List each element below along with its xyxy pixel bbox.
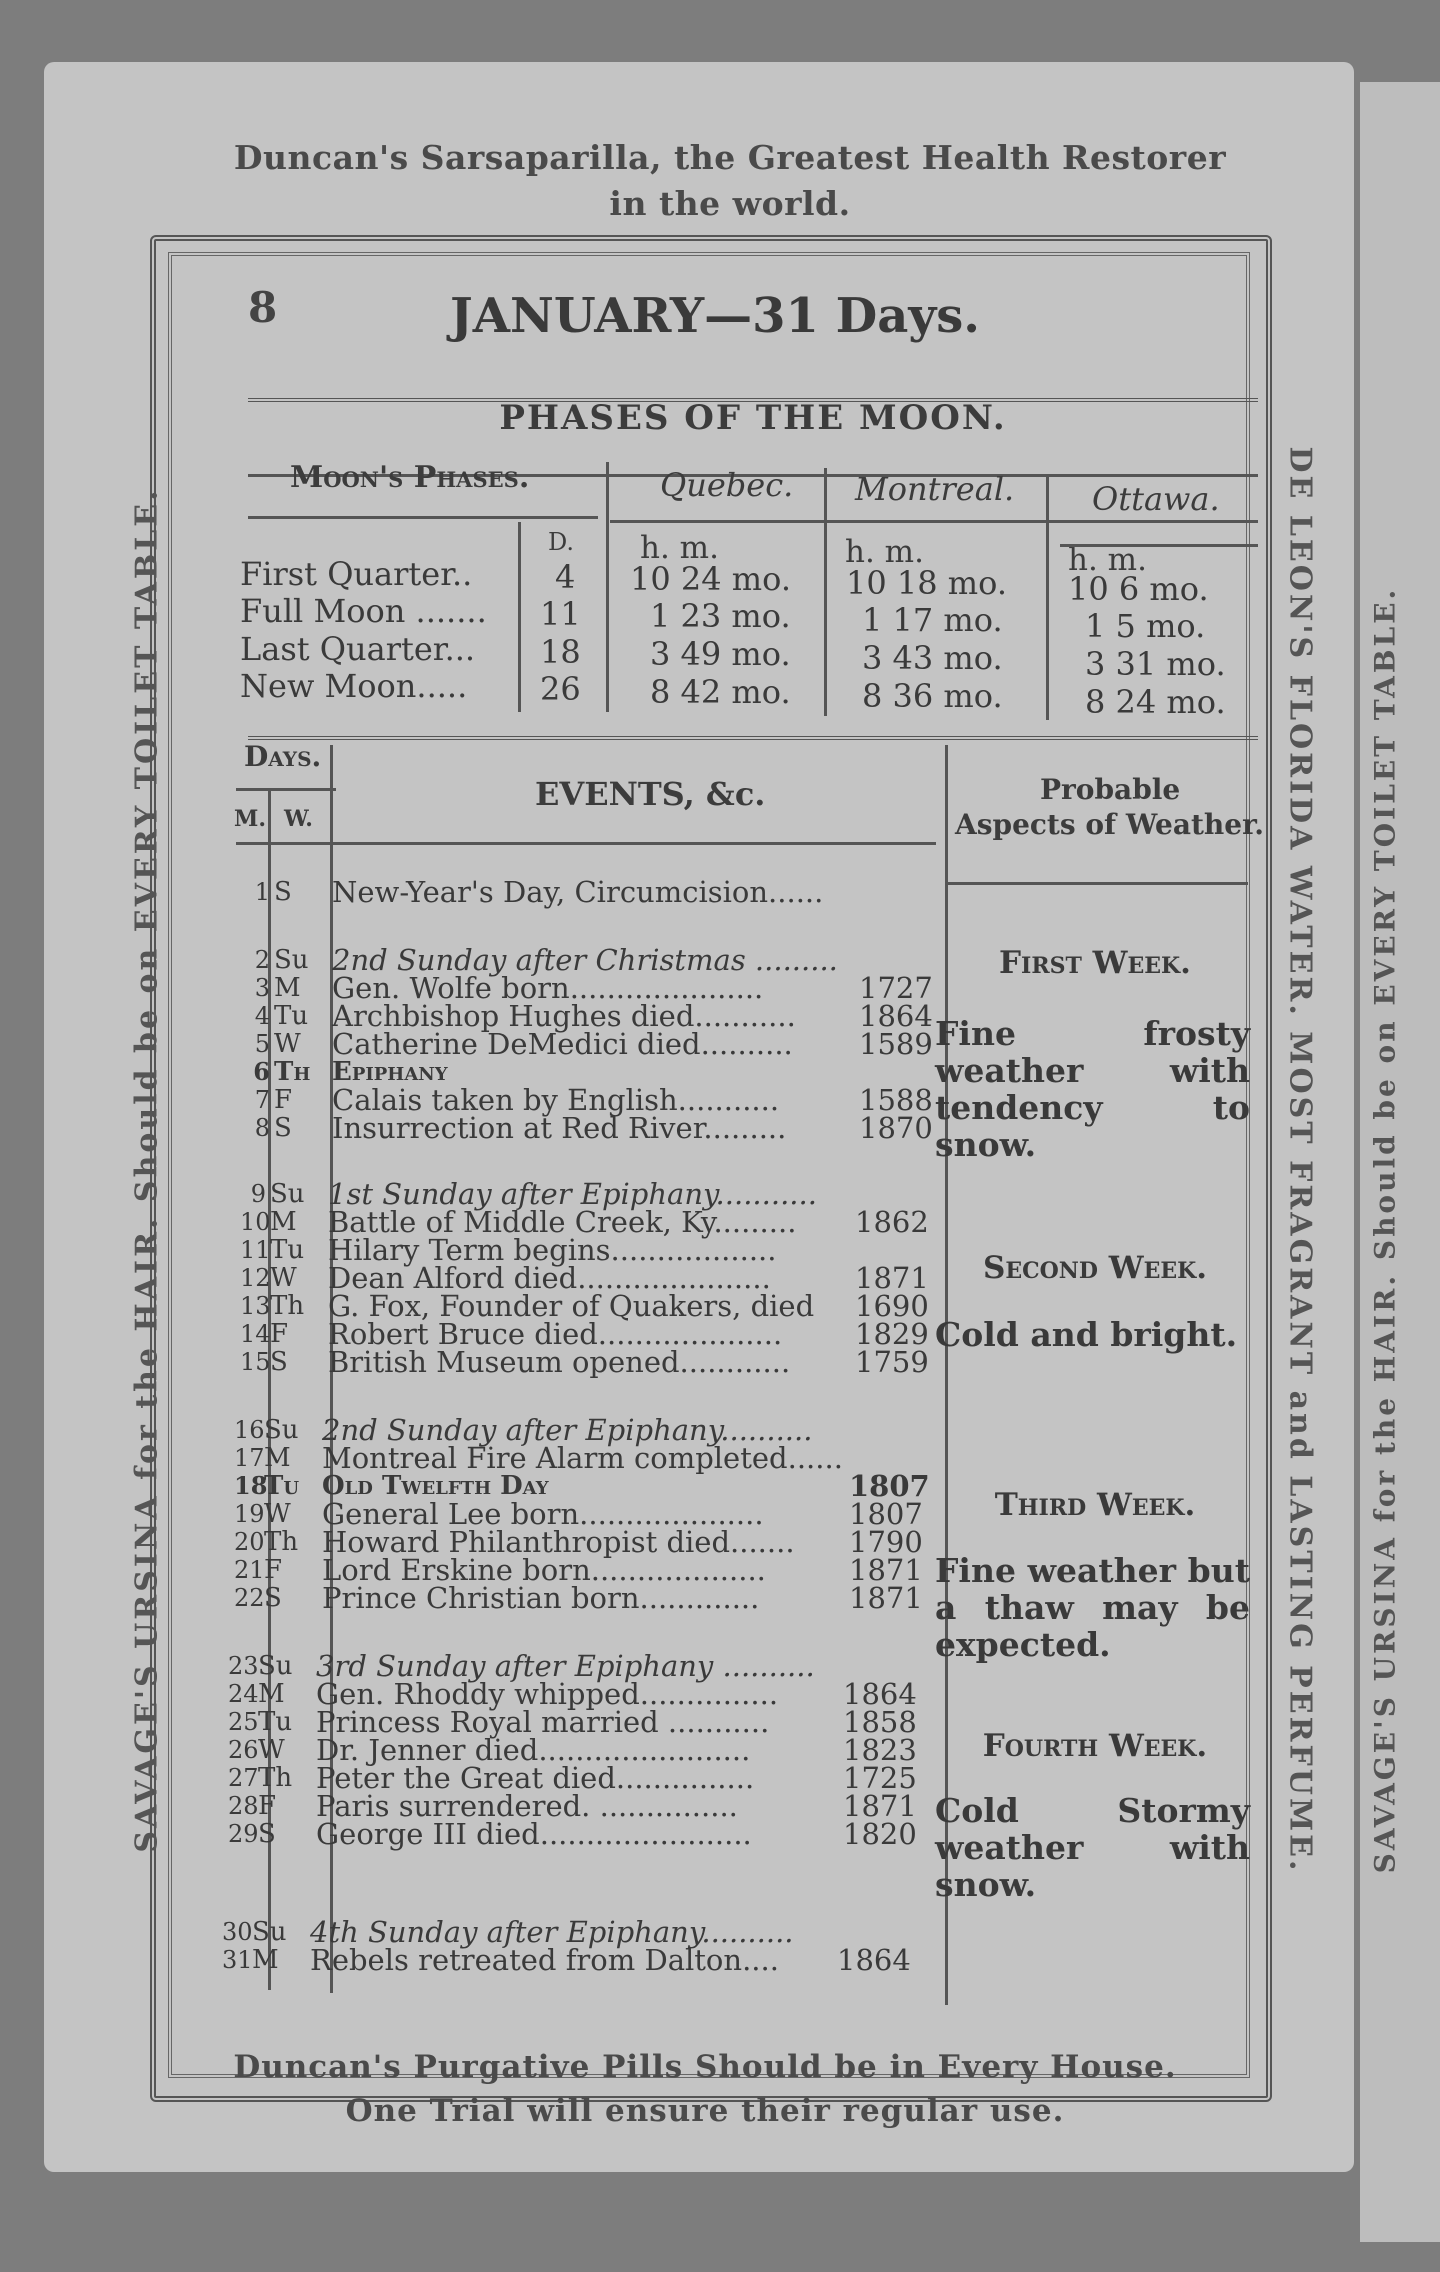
event-text: Old Twelfth Day <box>322 1471 549 1501</box>
event-weekday: Su <box>264 1415 299 1445</box>
event-day: 19 <box>234 1500 265 1528</box>
event-day: 28 <box>228 1792 259 1820</box>
event-day: 3 <box>254 974 270 1002</box>
event-day: 4 <box>254 1002 270 1030</box>
phase-quebec: 10 24 mo. <box>630 560 791 598</box>
weather-week-label: Fourth Week. <box>982 1728 1208 1764</box>
event-weekday: Su <box>274 945 309 975</box>
phase-ottawa: 3 31 mo. <box>1085 645 1226 683</box>
event-day: 31 <box>222 1946 253 1974</box>
event-year: 1588 <box>859 1083 933 1117</box>
w-header: W. <box>284 806 313 832</box>
event-text: Prince Christian born............. <box>322 1581 760 1615</box>
event-day: 20 <box>234 1528 265 1556</box>
event-weekday: W <box>270 1263 297 1293</box>
event-text: Archbishop Hughes died........... <box>332 999 796 1033</box>
event-day: 29 <box>228 1820 259 1848</box>
event-text: 1st Sunday after Epiphany........... <box>328 1177 817 1211</box>
phases-divider-1 <box>606 462 609 712</box>
phase-day: 18 <box>540 633 581 671</box>
event-text: Dean Alford died..................... <box>328 1261 771 1295</box>
event-weekday: M <box>274 973 301 1003</box>
event-day: 12 <box>240 1264 271 1292</box>
phase-quebec: 1 23 mo. <box>650 597 791 635</box>
montreal-header: Montreal. <box>855 470 1015 508</box>
phase-montreal: 1 17 mo. <box>862 601 1003 639</box>
event-weekday: Su <box>270 1179 305 1209</box>
event-weekday: Tu <box>258 1707 293 1737</box>
phase-name: New Moon..... <box>240 667 468 705</box>
event-year: 1589 <box>859 1027 933 1061</box>
event-weekday: W <box>264 1499 291 1529</box>
ottawa-header: Ottawa. <box>1092 480 1220 518</box>
event-year: 1727 <box>859 971 933 1005</box>
phases-divider-d <box>518 522 521 712</box>
sub-header-d: D. <box>548 528 575 556</box>
event-weekday: M <box>264 1443 291 1473</box>
event-text: Gen. Rhoddy whipped............... <box>316 1677 779 1711</box>
event-year: 1858 <box>843 1705 917 1739</box>
event-year: 1871 <box>843 1789 917 1823</box>
event-year: 1690 <box>855 1289 929 1323</box>
city-col-rule <box>610 520 1258 523</box>
next-page-side-advertisement: SAVAGE'S URSINA for the HAIR. Should be on EVERY TOILET TABLE. <box>1368 586 1402 1874</box>
weather-header-rule <box>948 882 1248 885</box>
event-year: 1864 <box>859 999 933 1033</box>
event-weekday: S <box>274 1113 292 1143</box>
event-day: 5 <box>254 1030 270 1058</box>
weather-week-label: First Week. <box>999 945 1191 981</box>
sub-header-hm-ottawa: h. m. <box>1068 542 1147 578</box>
event-weekday: S <box>264 1583 282 1613</box>
event-day: 24 <box>228 1680 259 1708</box>
event-day: 16 <box>234 1416 265 1444</box>
event-weekday: Su <box>258 1651 293 1681</box>
top-ad-line2: in the world. <box>609 184 851 223</box>
event-weekday: S <box>274 877 292 907</box>
event-weekday: Su <box>252 1917 287 1947</box>
bottom-advertisement <box>140 2045 1270 2133</box>
event-day: 14 <box>240 1320 271 1348</box>
event-text: British Museum opened............ <box>328 1345 791 1379</box>
event-day: 2 <box>254 946 270 974</box>
phase-quebec: 8 42 mo. <box>650 673 791 711</box>
event-day: 30 <box>222 1918 253 1946</box>
events-header-rule <box>236 842 936 845</box>
event-text: Calais taken by English........... <box>332 1083 780 1117</box>
phase-ottawa: 8 24 mo. <box>1085 683 1226 721</box>
event-text: Montreal Fire Alarm completed...... <box>322 1441 843 1475</box>
weather-week-label: Third Week. <box>994 1487 1196 1523</box>
event-day: 22 <box>234 1584 265 1612</box>
event-weekday: F <box>258 1791 277 1821</box>
event-text: Robert Bruce died.................... <box>328 1317 783 1351</box>
event-year: 1864 <box>837 1943 911 1977</box>
phase-montreal: 10 18 mo. <box>846 564 1007 602</box>
probable-header: Probable <box>1040 773 1181 806</box>
sub-header-hm-quebec: h. m. <box>640 530 719 566</box>
top-ad-line1: Duncan's Sarsaparilla, the Greatest Health Restorer <box>233 138 1227 177</box>
month-title: JANUARY—31 Days. <box>450 288 980 344</box>
phase-day: 4 <box>555 558 576 596</box>
event-weekday: M <box>252 1945 279 1975</box>
event-year: 1871 <box>855 1261 929 1295</box>
event-text: General Lee born.................... <box>322 1497 764 1531</box>
event-year: 1807 <box>849 1469 930 1503</box>
event-weekday: W <box>258 1735 285 1765</box>
event-day: 1 <box>254 878 270 906</box>
bottom-ad-line2: One Trial will ensure their regular use. <box>345 2093 1065 2129</box>
event-weekday: M <box>258 1679 285 1709</box>
page-number: 8 <box>248 283 278 332</box>
phases-divider-3 <box>1046 476 1049 720</box>
event-day: 8 <box>254 1114 270 1142</box>
event-day: 13 <box>240 1292 271 1320</box>
event-weekday: Tu <box>270 1235 305 1265</box>
event-weekday: Th <box>264 1527 299 1557</box>
phase-col-rule <box>248 516 598 519</box>
days-header: Days. <box>244 740 322 773</box>
event-day: 27 <box>228 1764 259 1792</box>
phase-ottawa: 10 6 mo. <box>1068 570 1209 608</box>
event-weekday: Th <box>258 1763 293 1793</box>
event-year: 1864 <box>843 1677 917 1711</box>
event-text: Epiphany <box>332 1057 448 1087</box>
event-text: Catherine DeMedici died.......... <box>332 1027 793 1061</box>
event-text: New-Year's Day, Circumcision...... <box>332 875 824 909</box>
ottawa-sub-rule <box>1060 544 1258 547</box>
phase-ottawa: 1 5 mo. <box>1085 607 1206 645</box>
quebec-header: Quebec. <box>660 466 794 504</box>
event-day: 18 <box>234 1471 268 1500</box>
phase-montreal: 8 36 mo. <box>862 677 1003 715</box>
event-day: 6 <box>253 1057 270 1086</box>
event-text: 3rd Sunday after Epiphany .......... <box>316 1649 815 1683</box>
bottom-ad-line1: Duncan's Purgative Pills Should be in Every House. <box>233 2049 1177 2085</box>
event-weekday: F <box>270 1319 289 1349</box>
event-text: Princess Royal married ........... <box>316 1705 770 1739</box>
phase-day: 11 <box>540 595 581 633</box>
event-year: 1807 <box>849 1497 923 1531</box>
event-day: 15 <box>240 1348 271 1376</box>
event-day: 26 <box>228 1736 259 1764</box>
events-header: EVENTS, &c. <box>535 775 766 813</box>
event-text: 2nd Sunday after Epiphany.......... <box>322 1413 813 1447</box>
event-day: 17 <box>234 1444 265 1472</box>
phases-bottom-rule <box>248 736 1258 740</box>
event-day: 21 <box>234 1556 265 1584</box>
event-text: 4th Sunday after Epiphany.......... <box>310 1915 794 1949</box>
phase-name: First Quarter.. <box>240 555 473 593</box>
event-year: 1829 <box>855 1317 929 1351</box>
event-weekday: F <box>264 1555 283 1585</box>
event-text: Battle of Middle Creek, Ky......... <box>328 1205 797 1239</box>
days-rule <box>236 788 336 791</box>
event-year: 1862 <box>855 1205 929 1239</box>
left-side-advertisement: SAVAGE'S URSINA for the HAIR. Should be on EVERY TOILET TABLE. <box>129 487 165 1853</box>
event-text: George III died....................... <box>316 1817 752 1851</box>
weather-text: Cold and bright. <box>935 1315 1238 1354</box>
event-year: 1871 <box>849 1581 923 1615</box>
weather-text: Fine weather but a thaw may be expected. <box>935 1551 1250 1664</box>
event-text: G. Fox, Founder of Quakers, died <box>328 1289 815 1323</box>
event-weekday: Tu <box>264 1471 300 1501</box>
event-weekday: S <box>270 1347 288 1377</box>
event-year: 1820 <box>843 1817 917 1851</box>
event-text: Insurrection at Red River......... <box>332 1111 787 1145</box>
sub-header-hm-montreal: h. m. <box>845 534 924 570</box>
phase-name: Last Quarter... <box>240 630 476 668</box>
event-day: 25 <box>228 1708 259 1736</box>
weather-text: Fine frosty weather with tendency to snow. <box>935 1014 1250 1164</box>
event-text: Hilary Term begins.................. <box>328 1233 777 1267</box>
right-side-advertisement: DE LEON'S FLORIDA WATER. MOST FRAGRANT and LASTING PERFUME. <box>1282 446 1318 1874</box>
weather-week-label: Second Week. <box>982 1250 1208 1286</box>
phase-montreal: 3 43 mo. <box>862 639 1003 677</box>
event-text: Peter the Great died............... <box>316 1761 755 1795</box>
event-day: 23 <box>228 1652 259 1680</box>
event-text: Howard Philanthropist died....... <box>322 1525 795 1559</box>
event-weekday: S <box>258 1819 276 1849</box>
phase-name: Full Moon ....... <box>240 592 487 630</box>
event-year: 1725 <box>843 1761 917 1795</box>
event-text: Rebels retreated from Dalton.... <box>310 1943 779 1977</box>
m-header: M. <box>234 806 267 832</box>
event-weekday: Th <box>270 1291 305 1321</box>
event-text: Gen. Wolfe born..................... <box>332 971 764 1005</box>
event-text: Paris surrendered. ............... <box>316 1789 738 1823</box>
weather-text: Cold Stormy weather with snow. <box>935 1791 1250 1904</box>
phase-day: 26 <box>540 670 581 708</box>
phases-title: PHASES OF THE MOON. <box>499 398 1007 438</box>
event-text: Dr. Jenner died....................... <box>316 1733 751 1767</box>
event-day: 7 <box>254 1086 270 1114</box>
moon-phases-header: Moon's Phases. <box>290 460 530 495</box>
event-text: Lord Erskine born................... <box>322 1553 766 1587</box>
event-weekday: F <box>274 1085 293 1115</box>
event-weekday: Th <box>274 1057 311 1087</box>
event-weekday: W <box>274 1029 301 1059</box>
event-day: 10 <box>240 1208 271 1236</box>
event-year: 1759 <box>855 1345 929 1379</box>
event-year: 1790 <box>849 1525 923 1559</box>
event-year: 1870 <box>859 1111 933 1145</box>
aspects-header: Aspects of Weather. <box>955 808 1264 841</box>
event-text: 2nd Sunday after Christmas ......... <box>332 943 838 977</box>
event-day: 11 <box>240 1236 271 1264</box>
event-weekday: Tu <box>274 1001 309 1031</box>
event-day: 9 <box>250 1180 266 1208</box>
top-advertisement <box>150 135 1310 227</box>
event-weekday: M <box>270 1207 297 1237</box>
phase-quebec: 3 49 mo. <box>650 635 791 673</box>
event-year: 1871 <box>849 1553 923 1587</box>
phases-divider-2 <box>824 468 827 716</box>
event-year: 1823 <box>843 1733 917 1767</box>
